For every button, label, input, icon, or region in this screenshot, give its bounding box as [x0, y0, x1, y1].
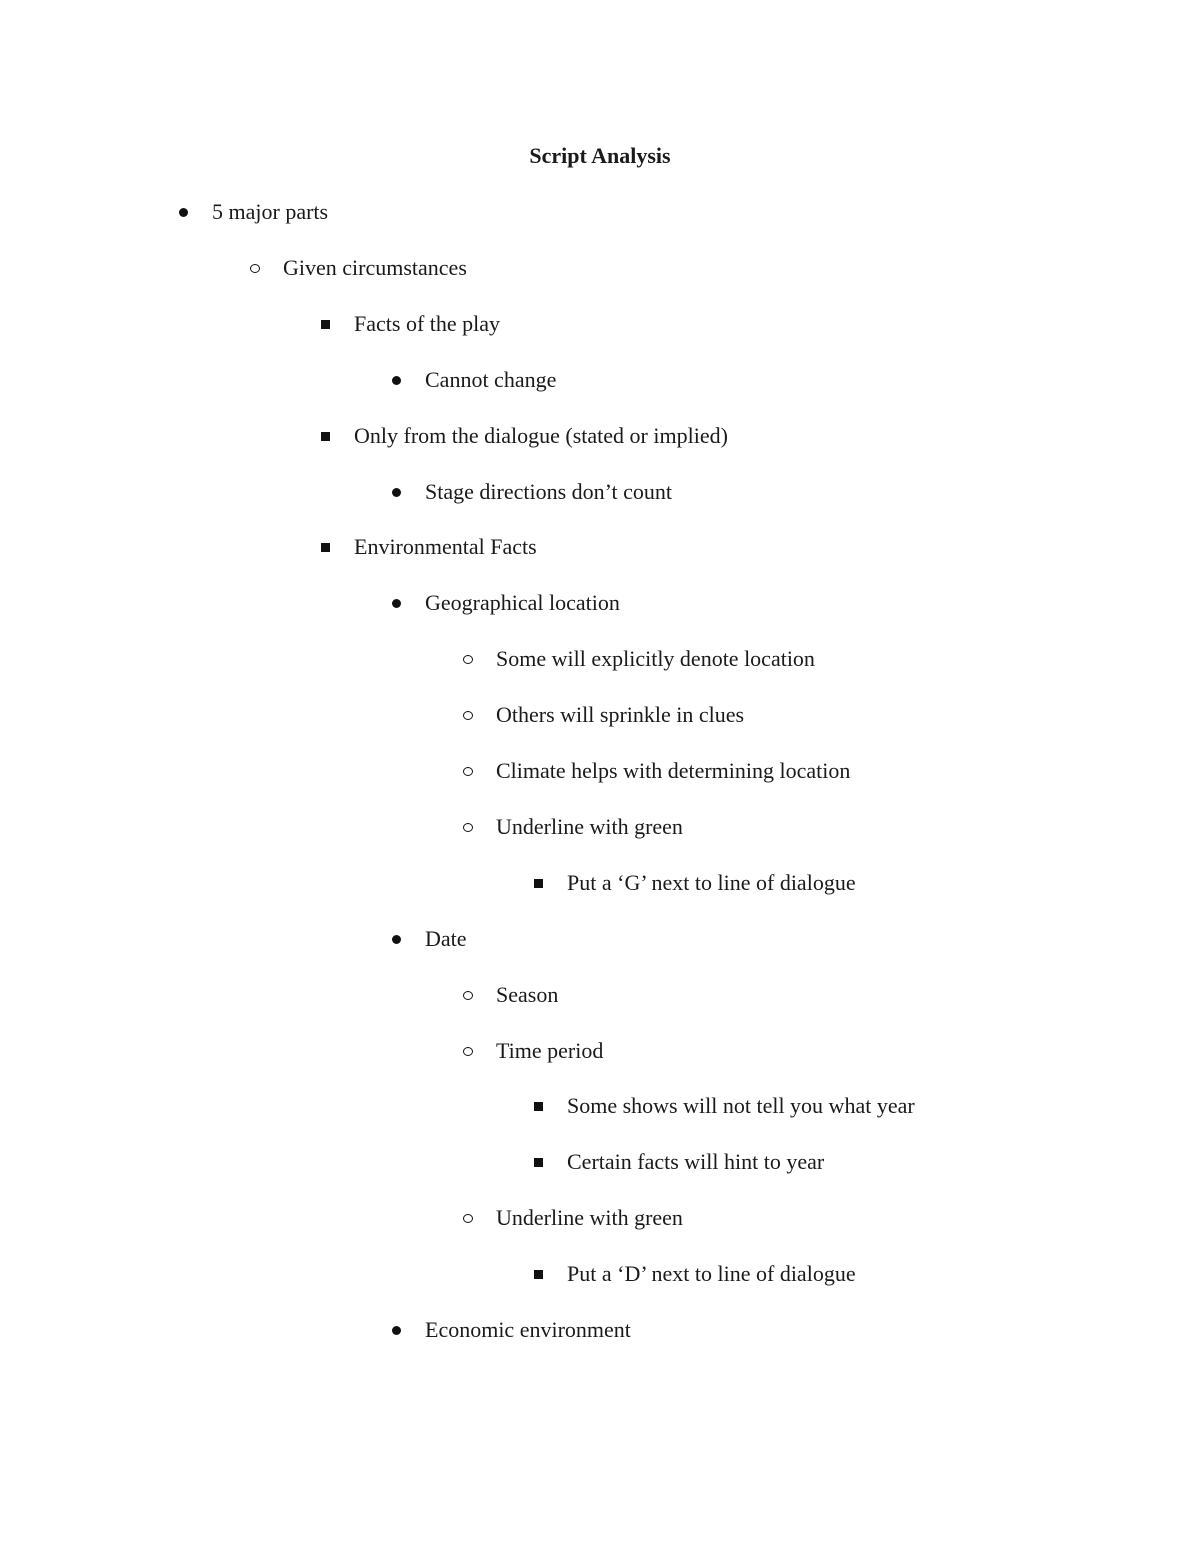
list-item-text: Stage directions don’t count — [425, 479, 673, 504]
list-item-text: Some will explicitly denote location — [496, 646, 815, 671]
list-item-text: Some shows will not tell you what year — [567, 1093, 915, 1118]
list-item-text: Economic environment — [425, 1317, 631, 1342]
list-item-text: Environmental Facts — [354, 534, 537, 559]
list-item-text: Underline with green — [496, 1205, 683, 1230]
square-bullet-icon — [531, 868, 551, 898]
disc-bullet-icon — [389, 365, 409, 395]
square-bullet-icon — [531, 1091, 551, 1121]
list-item-text: Cannot change — [425, 367, 557, 392]
disc-bullet-icon — [389, 924, 409, 954]
list-item-text: Others will sprinkle in clues — [496, 702, 745, 727]
circle-bullet-icon — [460, 1036, 480, 1066]
circle-bullet-icon — [247, 253, 267, 283]
circle-bullet-icon — [460, 980, 480, 1010]
circle-bullet-icon — [460, 812, 480, 842]
square-bullet-icon — [318, 421, 338, 451]
list-item-text: Facts of the play — [354, 311, 501, 336]
list-item-text: Date — [425, 926, 467, 951]
square-bullet-icon — [318, 532, 338, 562]
list-item-text: Geographical location — [425, 590, 620, 615]
disc-bullet-icon — [389, 1315, 409, 1345]
disc-bullet-icon — [176, 197, 196, 227]
list-item-text: Given circumstances — [283, 255, 467, 280]
list-item-text: Put a ‘D’ next to line of dialogue — [567, 1261, 856, 1286]
square-bullet-icon — [531, 1259, 551, 1289]
circle-bullet-icon — [460, 1203, 480, 1233]
list-item-text: Certain facts will hint to year — [567, 1149, 825, 1174]
list-item-text: Time period — [496, 1038, 604, 1063]
document-title: Script Analysis — [529, 143, 671, 168]
circle-bullet-icon — [460, 756, 480, 786]
list-item-text: Put a ‘G’ next to line of dialogue — [567, 870, 856, 895]
square-bullet-icon — [531, 1147, 551, 1177]
disc-bullet-icon — [389, 588, 409, 618]
circle-bullet-icon — [460, 700, 480, 730]
list-item-text: Only from the dialogue (stated or implied) — [354, 423, 728, 448]
circle-bullet-icon — [460, 644, 480, 674]
list-item-text: Season — [496, 982, 559, 1007]
list-item-text: Climate helps with determining location — [496, 758, 851, 783]
list-item-text: Underline with green — [496, 814, 683, 839]
list-item-text: 5 major parts — [212, 199, 329, 224]
square-bullet-icon — [318, 309, 338, 339]
disc-bullet-icon — [389, 477, 409, 507]
